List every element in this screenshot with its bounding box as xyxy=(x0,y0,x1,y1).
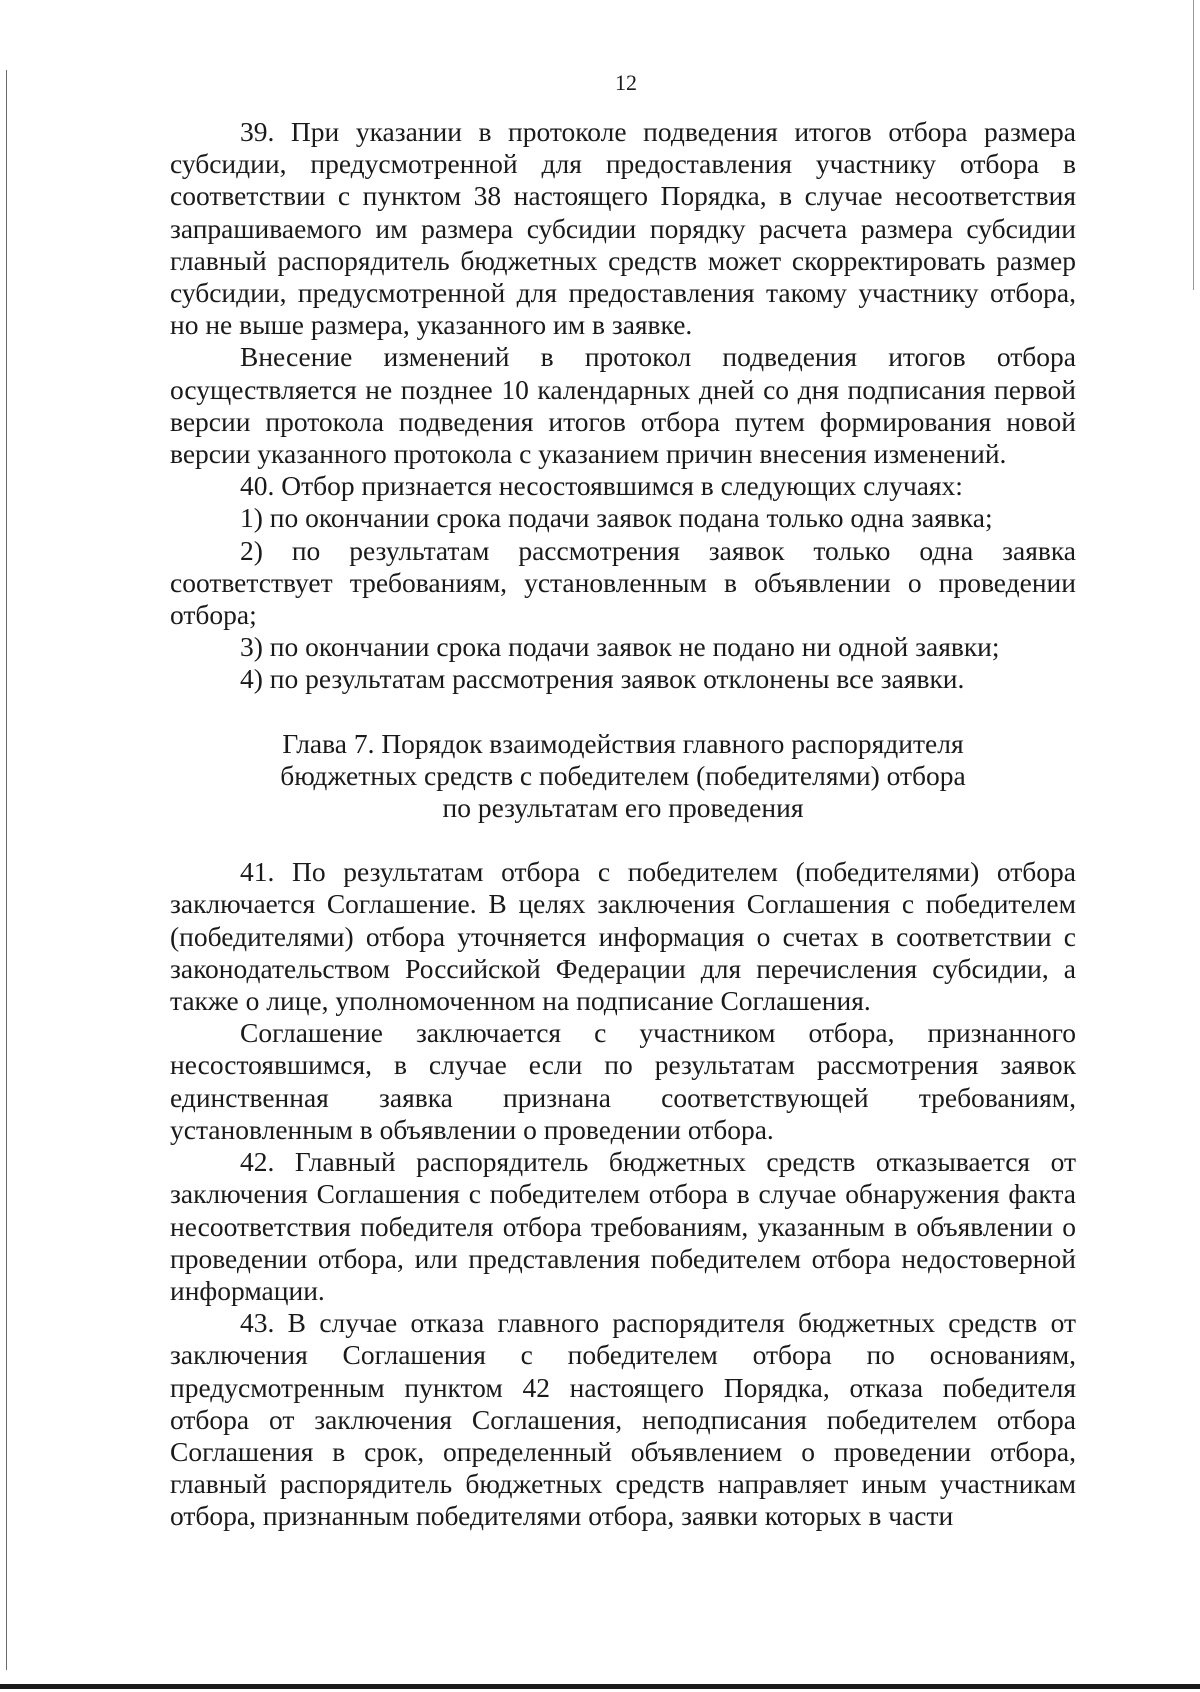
list-item-4: 4) по результатам рассмотрения заявок отклонены все заявки. xyxy=(240,663,965,695)
paragraph-40: 40. Отбор признается несостоявшимся в следующих случаях: xyxy=(240,470,963,502)
paragraph-agreement-single: Соглашение заключается с участником отбора, признанного несостоявшимся, в случае если по результатам рассмотрения заявок единственная заявка признана соответствующей требованиям, установленным в объявлении о проведении отбора. xyxy=(170,1017,1076,1145)
document-body xyxy=(170,116,1076,1533)
paragraph-protocol-changes: Внесение изменений в протокол подведения итогов отбора осуществляется не позднее 10 календарных дней со дня подписания первой версии протокола подведения итогов отбора путем формирования новой версии указанного протокола с указанием причин внесения изменений. xyxy=(170,341,1076,470)
scan-edge-right xyxy=(1193,0,1194,290)
scan-edge-left xyxy=(6,70,7,1670)
scan-edge-bottom xyxy=(0,1684,1200,1689)
list-item-2: 2) по результатам рассмотрения заявок только одна заявка соответствует требованиям, установленным в объявлении о проведении отбора; xyxy=(170,534,1076,631)
paragraph-43: 43. В случае отказа главного распорядителя бюджетных средств от заключения Соглашения с победителем отбора по основаниям, предусмотренным пунктом 42 настоящего Порядка, отказа победителя отбора от заключения Соглашения, неподписания победителем отбора Соглашения в срок, определенный объявлением о проведении отбора, главный распорядитель бюджетных средств направляет иным участникам отбора, признанным победителями отбора, заявки которых в части xyxy=(170,1307,1076,1532)
paragraph-41: 41. По результатам отбора с победителем (победителями) отбора заключается Соглашение. В целях заключения Соглашения с победителем (победителями) отбора уточняется информация о счетах в соответствии с законодательством Российской Федерации для перечисления субсидии, а также о лице, уполномоченном на подписание Соглашения. xyxy=(170,856,1076,1017)
chapter-title-line-3: по результатам его проведения xyxy=(442,792,804,824)
paragraph-42: 42. Главный распорядитель бюджетных средств отказывается от заключения Соглашения с победителем отбора в случае обнаружения факта несоответствия победителя отбора требованиям, указанным в объявлении о проведении отбора, или представления победителем отбора недостоверной информации. xyxy=(170,1146,1076,1306)
paragraph-39: 39. При указании в протоколе подведения итогов отбора размера субсидии, предусмотренной для предоставления участнику отбора в соответствии с пунктом 38 настоящего Порядка, в случае несоответствия запрашиваемого им размера субсидии порядку расчета размера субсидии главный распорядитель бюджетных средств может скорректировать размер субсидии, предусмотренной для предоставления такому участнику отбора, но не выше размера, указанного им в заявке. xyxy=(170,116,1076,341)
chapter-title xyxy=(170,728,1076,825)
page-number: 12 xyxy=(615,70,637,95)
list-item-3: 3) по окончании срока подачи заявок не подано ни одной заявки; xyxy=(240,631,1000,663)
chapter-title-line-2: бюджетных средств с победителем (победителями) отбора xyxy=(280,759,966,791)
list-item-1: 1) по окончании срока подачи заявок подана только одна заявка; xyxy=(240,502,993,534)
chapter-title-line-1: Глава 7. Порядок взаимодействия главного распорядителя xyxy=(282,727,964,759)
